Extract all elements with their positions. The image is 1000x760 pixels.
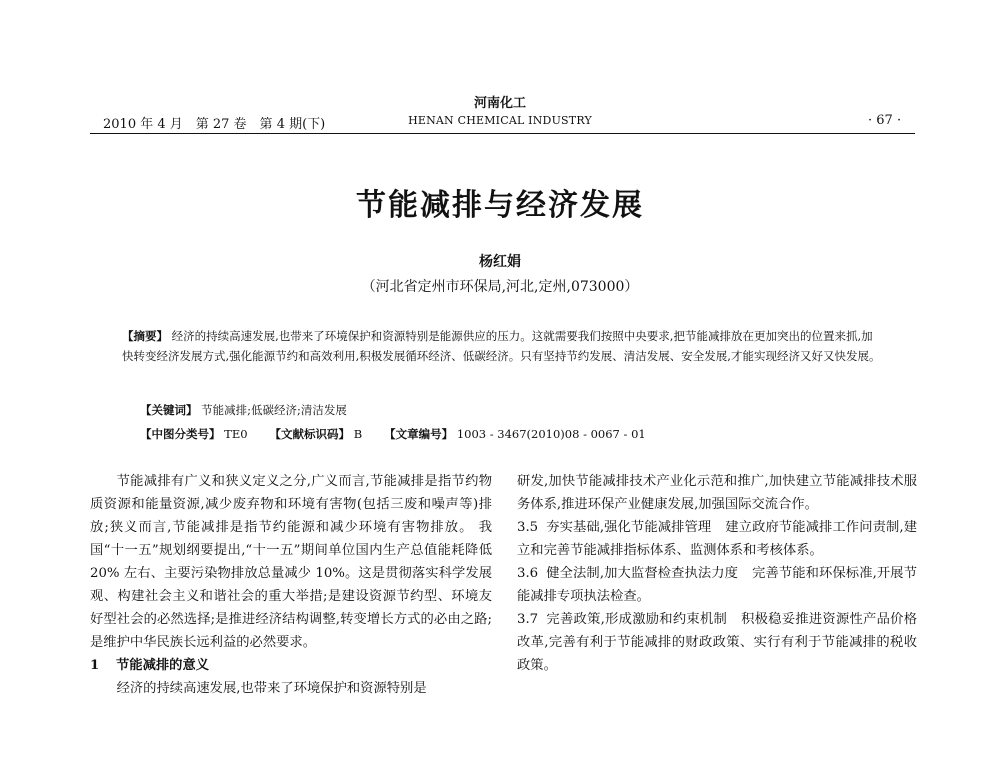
keywords-label: 【关键词】 (140, 403, 198, 417)
section-number: 1 (90, 658, 100, 673)
clc-value: TE0 (224, 427, 248, 441)
page-number: · 67 · (868, 113, 902, 128)
section-title: 节能减排的意义 (116, 658, 210, 673)
subsection-number: 3.7 (517, 612, 539, 627)
body-paragraph: 节能减排有广义和狭义定义之分,广义而言,节能减排是指节约物质资源和能量资源,减少废弃物和环境有害物(包括三废和噪声等)排放;狭义而言,节能减排是指节约能源和减少环境有害物排放。 我国“十一五”规划纲要提出,“十一五”期间单位国内生产总值能耗降低 20% 左右、主要污染物排放总量减少 10%。这是贯彻落实科学发展观、构建社会主义和谐社会的重大举措;是建设资源节约型、环境友好型社会的必然选择;是推进经济结构调整,转变增长方式的必由之路;是维护中华民族长远利益的必然要求。 (90, 474, 492, 650)
journal-name-cn: 河南化工 (473, 96, 526, 111)
header-divider (90, 133, 915, 134)
article-title: 节能减排与经济发展 (356, 188, 644, 223)
keywords-text: 节能减排;低碳经济;清洁发展 (201, 403, 347, 417)
doc-code-value: B (353, 427, 363, 441)
abstract-text: 经济的持续高速发展,也带来了环境保护和资源特别是能源供应的压力。这就需要我们按照中央要求,把节能减排放在更加突出的位置来抓,加快转变经济发展方式,强化能源节约和高效利用,积极发展循环经济、低碳经济。只有坚持节约发展、清洁发展、安全发展,才能实现经济又好又快发展。 (122, 329, 881, 363)
clc-label: 【中图分类号】 (140, 427, 221, 441)
abstract (122, 326, 884, 366)
subsection-text: 完善节能和环保标准,开展节能减排专项执法检查。 (517, 566, 917, 604)
subsection-number: 3.5 (517, 520, 539, 535)
article-no-label: 【文章编号】 (384, 427, 454, 441)
subsection-number: 3.6 (517, 566, 539, 581)
doc-code-label: 【文献标识码】 (269, 427, 351, 441)
classification-codes (140, 426, 646, 442)
abstract-label: 【摘要】 (122, 329, 168, 343)
subsection-text: 积极稳妥推进资源性产品价格改革,完善有利于节能减排的财政政策、实行有利于节能减排的税收政策。 (517, 612, 917, 673)
article-no-value: 1003 - 3467(2010)08 - 0067 - 01 (456, 427, 646, 441)
subsection (517, 562, 917, 608)
subsection-title: 夯实基础,强化节能减排管理 (546, 520, 712, 535)
subsection (517, 516, 917, 562)
subsection-title: 健全法制,加大监督检查执法力度 (546, 566, 739, 581)
left-column (90, 470, 492, 700)
subsection (517, 608, 917, 677)
body-paragraph: 经济的持续高速发展,也带来了环境保护和资源特别是 (116, 681, 427, 696)
issue-info: 2010 年 4 月 第 27 卷 第 4 期(下) (103, 117, 326, 132)
subsection-text: 建立政府节能减排工作问责制,建立和完善节能减排指标体系、监测体系和考核体系。 (517, 520, 917, 558)
author-affiliation: （河北省定州市环保局,河北,定州,073000） (361, 279, 639, 295)
section-heading (90, 654, 492, 677)
right-column (517, 470, 917, 677)
body-paragraph: 研发,加快节能减排技术产业化示范和推广,加快建立节能减排技术服务体系,推进环保产业健康发展,加强国际交流合作。 (517, 474, 917, 512)
article-author: 杨红娟 (479, 254, 521, 270)
journal-name-en: HENAN CHEMICAL INDUSTRY (408, 114, 592, 127)
keywords (140, 402, 347, 418)
subsection-title: 完善政策,形成激励和约束机制 (546, 612, 728, 627)
